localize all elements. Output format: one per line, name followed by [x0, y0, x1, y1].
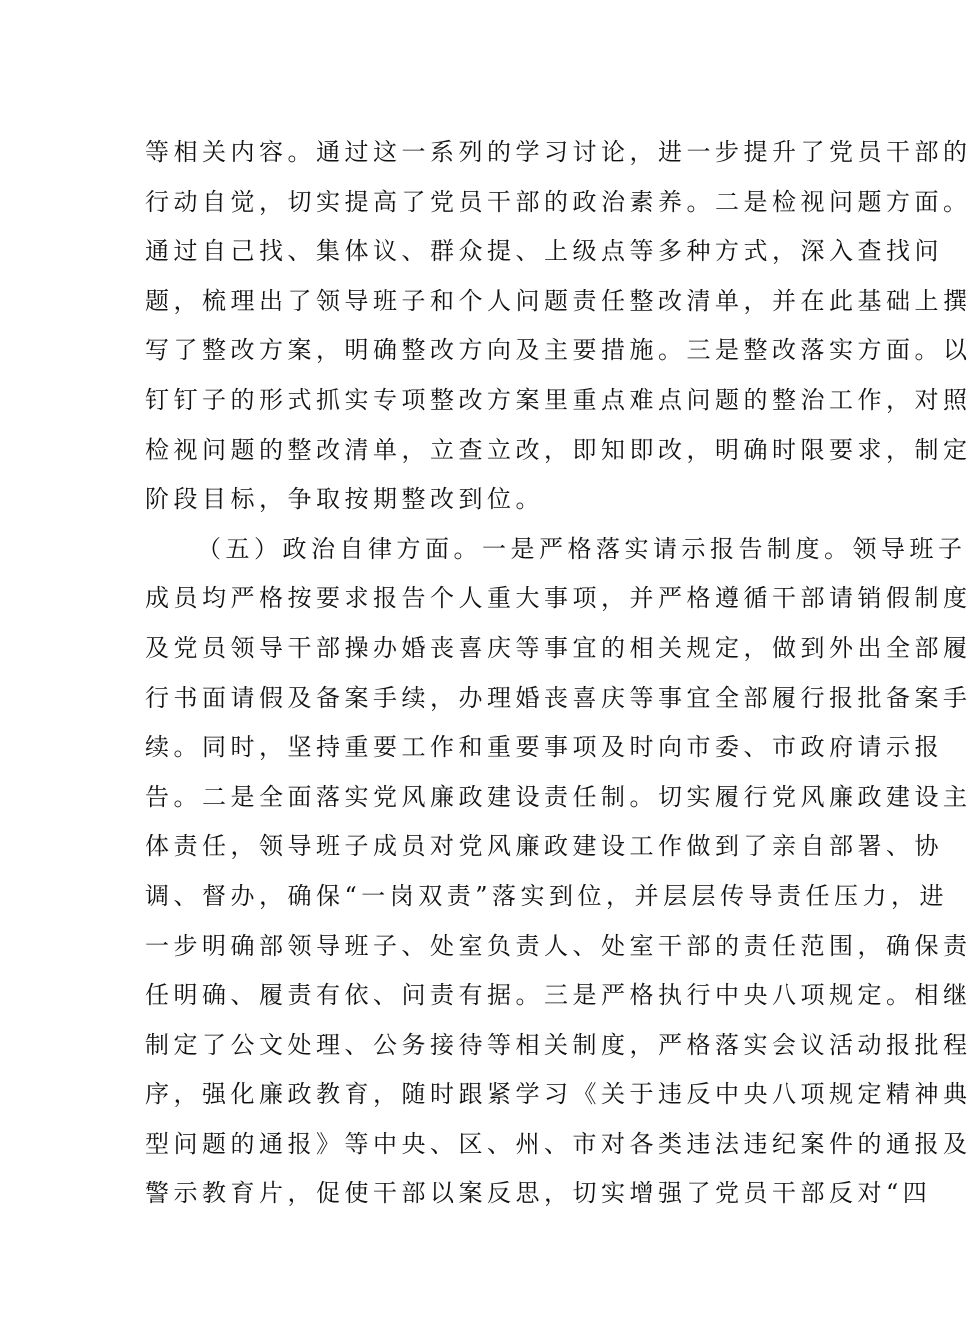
- text-line: 通过自己找、集体议、群众提、上级点等多种方式，深入查找问: [145, 237, 943, 266]
- text-line: 写了整改方案，明确整改方向及主要措施。三是整改落实方面。以: [145, 336, 972, 365]
- text-line: 钉钉子的形式抓实专项整改方案里重点难点问题的整治工作，对照: [145, 385, 972, 414]
- text-line: 告。二是全面落实党风廉政建设责任制。切实履行党风廉政建设主: [145, 782, 972, 811]
- text-line: 制定了公文处理、公务接待等相关制度，严格落实会议活动报批程: [145, 1030, 972, 1059]
- text-line: 题，梳理出了领导班子和个人问题责任整改清单，并在此基础上撰: [145, 286, 972, 315]
- text-line: 成员均严格按要求报告个人重大事项，并严格遵循干部请销假制度: [145, 584, 972, 613]
- text-line: 检视问题的整改清单，立查立改，即知即改，明确时限要求，制定: [145, 435, 972, 464]
- text-line: 行书面请假及备案手续，办理婚丧喜庆等事宜全部履行报批备案手: [145, 683, 972, 712]
- text-line: 警示教育片，促使干部以案反思，切实增强了党员干部反对“四: [145, 1179, 932, 1208]
- text-line: 等相关内容。通过这一系列的学习讨论，进一步提升了党员干部的: [145, 138, 972, 166]
- text-line: 型问题的通报》等中央、区、州、市对各类违法违纪案件的通报及: [145, 1129, 972, 1158]
- body-text: [145, 133, 972, 1224]
- text-line: 行动自觉，切实提高了党员干部的政治素养。二是检视问题方面。: [145, 187, 972, 216]
- text-line: 序，强化廉政教育，随时跟紧学习《关于违反中央八项规定精神典: [145, 1080, 972, 1109]
- text-line: 续。同时，坚持重要工作和重要事项及时向市委、市政府请示报: [145, 733, 943, 762]
- text-line: 一步明确部领导班子、处室负责人、处室干部的责任范围，确保责: [145, 931, 972, 960]
- text-line: 体责任，领导班子成员对党风廉政建设工作做到了亲自部署、协: [145, 832, 943, 861]
- text-line: 任明确、履责有依、问责有据。三是严格执行中央八项规定。相继: [145, 981, 972, 1010]
- section-heading-line: （五）政治自律方面。一是严格落实请示报告制度。领导班子: [197, 534, 967, 563]
- text-line: 及党员领导干部操办婚丧喜庆等事宜的相关规定，做到外出全部履: [145, 633, 972, 662]
- text-line: 阶段目标，争取按期整改到位。: [145, 485, 544, 514]
- text-line: 调、督办，确保“一岗双责”落实到位，并层层传导责任压力，进: [145, 881, 949, 910]
